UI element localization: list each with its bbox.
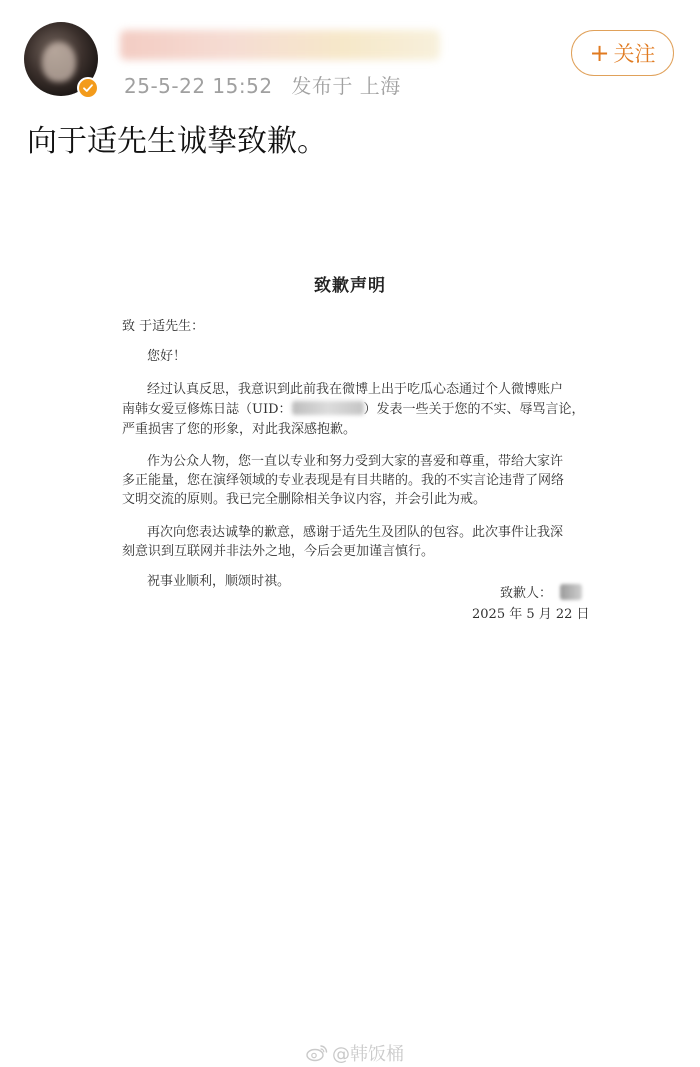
paragraph-1-line-2-b: ）发表一些关于您的不实、辱骂言论， (363, 402, 585, 417)
post-header (0, 0, 700, 110)
document-date: 2025 年 5 月 22 日 (472, 607, 590, 622)
apology-letter-image[interactable] (0, 175, 700, 1067)
paragraph-2-line-1: 作为公众人物，您一直以专业和努力受到大家的喜爱和尊重，带给大家许 (147, 454, 564, 469)
watermark-text: @韩饭桶 (332, 1044, 404, 1065)
plus-icon: + (589, 39, 610, 67)
follow-button[interactable] (571, 30, 674, 76)
verified-badge-icon (77, 77, 99, 99)
signer-label: 致歉人： (500, 586, 553, 601)
document-salutation: 致 于适先生： (122, 319, 205, 334)
uid-redacted (292, 401, 364, 415)
document-greeting: 您好！ (147, 349, 187, 364)
post-text: 向于适先生诚挚致歉。 (27, 124, 327, 159)
weibo-logo-icon (306, 1044, 328, 1062)
document-closing: 祝事业顺利，顺颂时祺。 (147, 574, 291, 589)
watermark (306, 1040, 404, 1066)
document-title: 致歉声明 (314, 276, 386, 296)
paragraph-1-line-1: 经过认真反思，我意识到此前我在微博上出于吃瓜心态通过个人微博账户 (147, 382, 564, 397)
post-location: 发布于 上海 (291, 74, 401, 98)
username-redacted[interactable] (120, 30, 440, 60)
paragraph-2-line-2: 多正能量，您在演绎领域的专业表现是有目共睹的。我的不实言论违背了网络 (122, 473, 565, 488)
paragraph-1-line-3: 严重损害了您的形象，对此我深感抱歉。 (122, 422, 357, 437)
paragraph-3-line-1: 再次向您表达诚挚的歉意，感谢于适先生及团队的包容。此次事件让我深 (147, 525, 564, 540)
paragraph-1-line-2-a: 南韩女爱豆修炼日誌（UID： (122, 402, 292, 417)
paragraph-1-line-2 (122, 400, 585, 419)
paragraph-3-line-2: 刻意识到互联网并非法外之地，今后会更加谨言慎行。 (122, 544, 435, 559)
post-meta (124, 70, 413, 99)
follow-button-label: 关注 (613, 42, 656, 66)
post-time: 25-5-22 15:52 (124, 74, 273, 98)
paragraph-2-line-3: 文明交流的原则。我已完全删除相关争议内容，并会引此为戒。 (122, 492, 487, 507)
signer-name-redacted (560, 584, 582, 600)
